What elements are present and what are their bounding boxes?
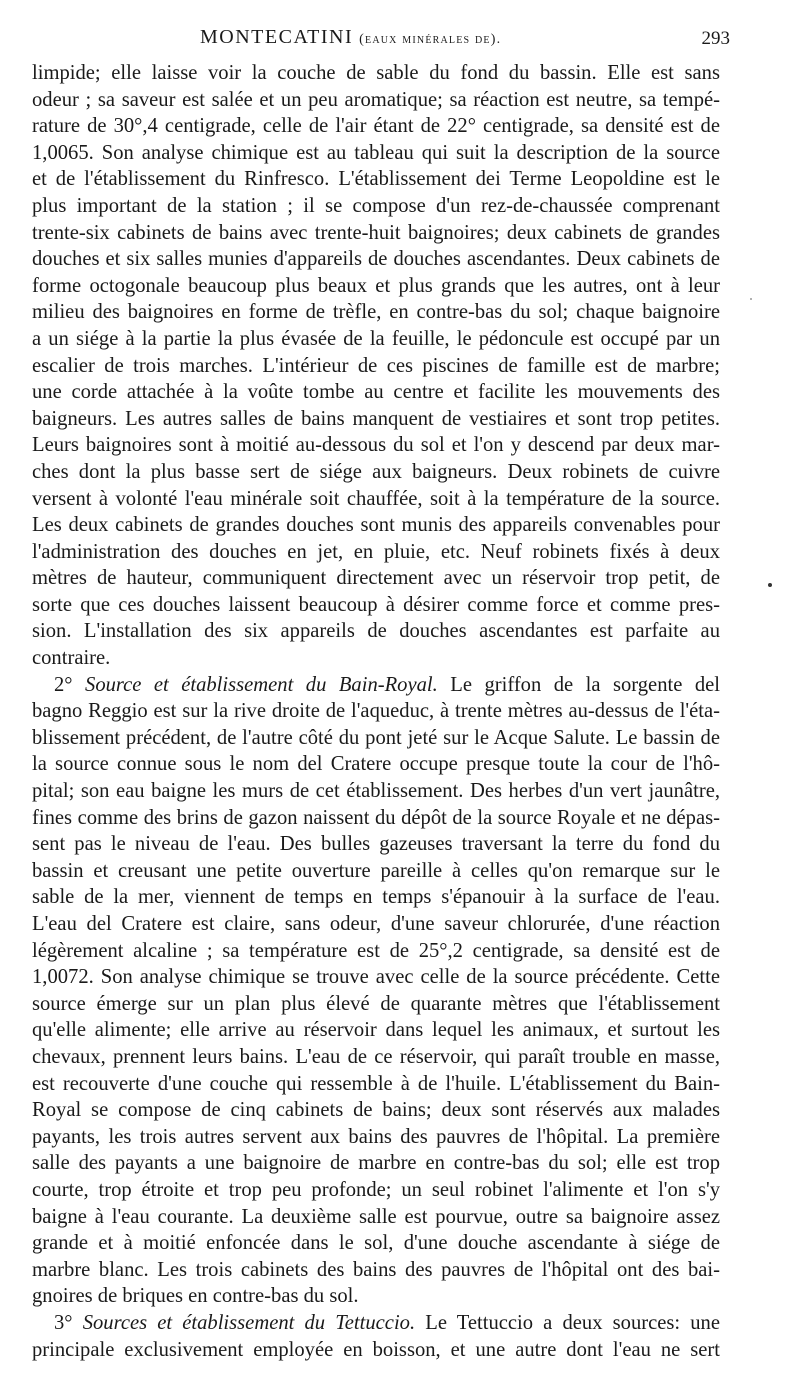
- section-first-line: [32, 1310, 720, 1337]
- text-line: forme octogonale beaucoup plus beaux et plus grands que les autres, ont à leur: [32, 274, 720, 297]
- text-line: sent pas le niveau de l'eau. Des bulles gazeuses traversant la terre du fond du: [32, 833, 720, 856]
- section-heading: Sources et établissement du Tettuccio.: [82, 1311, 416, 1334]
- section-first-line-text: Le Tettuccio a deux sources: une: [425, 1311, 720, 1334]
- text-line: Leurs baignoires sont à moitié au-dessous du sol et l'on y descend par deux mar-: [32, 434, 720, 457]
- paragraph-3: [32, 1310, 720, 1363]
- body-text: [32, 60, 720, 1363]
- text-line: milieu des baignoires en forme de trèfle, en contre-bas du sol; chaque baignoire: [32, 301, 720, 324]
- text-line: et de l'établissement du Rinfresco. L'établissement dei Terme Leopoldine est le: [32, 168, 720, 191]
- running-title: [200, 26, 501, 49]
- text-line: odeur ; sa saveur est salée et un peu aromatique; sa réaction est neutre, sa tempé-: [32, 88, 720, 111]
- text-line: payants, les trois autres servent aux bains des pauvres de l'hôpital. La première: [32, 1125, 720, 1148]
- text-line: principale exclusivement employée en boisson, et une autre dont l'eau ne sert: [32, 1338, 720, 1361]
- ink-speck: [750, 298, 752, 300]
- running-head: [30, 26, 730, 58]
- text-line: limpide; elle laisse voir la couche de sable du fond du bassin. Elle est sans: [32, 62, 720, 84]
- text-line: plus important de la station ; il se compose d'un rez-de-chaussée comprenant: [32, 194, 720, 217]
- text-line: ches dont la plus basse sert de siége aux baigneurs. Deux robinets de cuivre: [32, 460, 720, 483]
- section-number: 2°: [54, 673, 73, 696]
- section-first-line: [32, 672, 720, 699]
- paragraph-1: [32, 60, 720, 672]
- text-line: 1,0072. Son analyse chimique se trouve avec celle de la source précédente. Cette: [32, 966, 720, 989]
- text-line: L'eau del Cratere est claire, sans odeur, d'une saveur chlorurée, d'une réaction: [32, 913, 720, 935]
- text-line: l'administration des douches en jet, en pluie, etc. Neuf robinets fixés à deux: [32, 540, 720, 563]
- text-line: pital; son eau baigne les murs de cet établissement. Des herbes d'un vert jaunâtre,: [32, 780, 720, 803]
- text-line: blissement précédent, de l'autre côté du pont jeté sur le Acque Salute. Le bassin de: [32, 726, 720, 749]
- text-line: grande et à moitié enfoncée dans le sol, d'une douche ascendante à siége de: [32, 1232, 720, 1255]
- text-line: sion. L'installation des six appareils de douches ascendantes est parfaite au: [32, 620, 720, 643]
- paragraph-2: [32, 672, 720, 1310]
- text-line: fines comme des brins de gazon naissent du dépôt de la source Royale et ne dépas-: [32, 806, 720, 829]
- running-title-sub: (eaux minérales de).: [359, 32, 502, 47]
- text-line: salle des payants a une baignoire de marbre en contre-bas du sol; elle est trop: [32, 1152, 720, 1175]
- text-line: douches et six salles munies d'appareils de douches ascendantes. Deux cabinets de: [32, 248, 720, 271]
- text-line: a un siége à la partie la plus évasée de la feuille, le pédoncule est occupé par un: [32, 327, 720, 350]
- ink-speck: [768, 583, 772, 587]
- text-line: rature de 30°,4 centigrade, celle de l'air étant de 22° centigrade, sa densité est de: [32, 115, 720, 138]
- text-line: sable de la mer, viennent de temps en temps s'épanouir à la surface de l'eau.: [32, 886, 720, 909]
- page-number: 293: [701, 28, 730, 49]
- text-line: contraire.: [32, 647, 111, 670]
- text-line: trente-six cabinets de bains avec trente-huit baignoires; deux cabinets de grandes: [32, 221, 720, 244]
- text-line: baigneurs. Les autres salles de bains manquent de vestiaires et sont trop petites.: [32, 407, 720, 430]
- text-line: la source connue sous le nom del Cratere occupe presque toute la cour de l'hô-: [32, 753, 720, 776]
- text-line: Royal se compose de cinq cabinets de bains; deux sont réservés aux malades: [32, 1099, 720, 1122]
- text-line: chevaux, prennent leurs bains. L'eau de ce réservoir, qui paraît trouble en masse,: [32, 1045, 720, 1068]
- section-number: 3°: [54, 1311, 73, 1334]
- section-first-line-text: Le griffon de la sorgente del: [450, 673, 720, 696]
- text-line: marbre blanc. Les trois cabinets des bains des pauvres de l'hôpital ont des bai-: [32, 1258, 720, 1281]
- running-title-main: MONTECATINI: [200, 26, 354, 48]
- text-line: 1,0065. Son analyse chimique est au tableau qui suit la description de la source: [32, 141, 720, 164]
- text-line: courte, trop étroite et trop peu profonde; un seul robinet l'alimente et l'on s'y: [32, 1178, 720, 1201]
- text-line: légèrement alcaline ; sa température est de 25°,2 centigrade, sa densité est de: [32, 939, 720, 962]
- text-line: mètres de hauteur, communiquent directement avec un réservoir trop petit, de: [32, 567, 720, 590]
- text-line: baigne à l'eau courante. La deuxième salle est pourvue, outre sa baignoire assez: [32, 1205, 720, 1228]
- section-heading: Source et établissement du Bain-Royal.: [85, 673, 438, 696]
- text-line: une corde attachée à la voûte tombe au centre et facilite les mouvements des: [32, 381, 720, 404]
- text-line: est recouverte d'une couche qui ressemble à de l'huile. L'établissement du Bain-: [32, 1072, 720, 1095]
- text-line: gnoires de briques en contre-bas du sol.: [32, 1285, 359, 1308]
- text-line: bagno Reggio est sur la rive droite de l'aqueduc, à trente mètres au-dessus de l'éta-: [32, 700, 720, 723]
- text-line: source émerge sur un plan plus élevé de quarante mètres que l'établissement: [32, 992, 720, 1015]
- text-line: qu'elle alimente; elle arrive au réservoir dans lequel les animaux, et surtout les: [32, 1019, 720, 1042]
- text-line: escalier de trois marches. L'intérieur de ces piscines de famille est de marbre;: [32, 354, 720, 377]
- text-line: Les deux cabinets de grandes douches sont munis des appareils convenables pour: [32, 514, 720, 537]
- text-line: bassin et creusant une petite ouverture pareille à celles qu'on remarque sur le: [32, 859, 720, 882]
- text-line: sorte que ces douches laissent beaucoup à désirer comme force et comme pres-: [32, 593, 720, 616]
- text-line: versent à volonté l'eau minérale soit chauffée, soit à la température de la source.: [32, 487, 720, 510]
